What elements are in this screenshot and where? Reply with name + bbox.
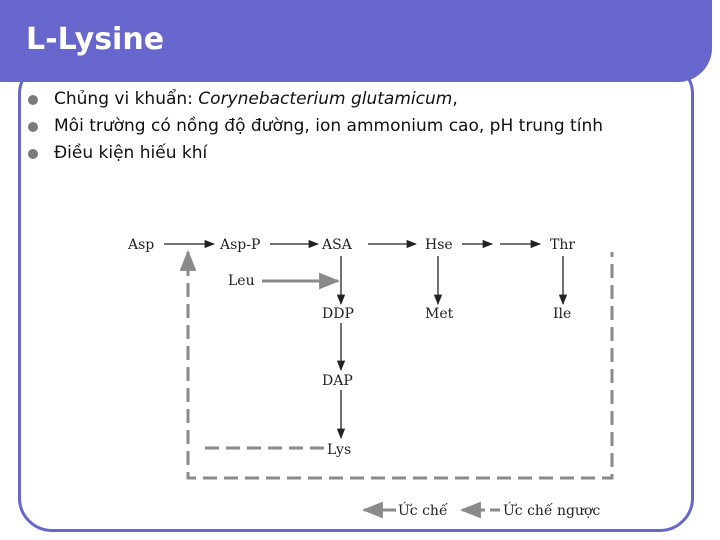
node-leu: Leu (228, 273, 255, 289)
node-met: Met (425, 306, 454, 322)
slide-title: L-Lysine (26, 22, 165, 57)
node-asa: ASA (322, 237, 352, 253)
bullet-text: Môi trường có nồng độ đường, ion ammonium cao, pH trung tính (54, 116, 603, 136)
bullet-suffix: , (452, 89, 458, 109)
node-dap: DAP (322, 373, 353, 389)
bullet-text: Điều kiện hiếu khí (54, 143, 208, 163)
node-lys: Lys (327, 442, 352, 458)
node-asp-p: Asp-P (220, 237, 261, 253)
legend-feedback-label: Ức chế ngược (503, 503, 601, 519)
organism-name: Corynebacterium glutamicum (198, 89, 453, 109)
node-hse: Hse (425, 237, 453, 253)
legend-inhibition-label: Ức chế (398, 503, 448, 519)
bullet-text: Chủng vi khuẩn: (54, 89, 199, 109)
node-ddp: DDP (322, 306, 354, 322)
node-asp: Asp (128, 237, 155, 253)
node-ile: Ile (553, 306, 572, 322)
node-thr: Thr (550, 237, 576, 253)
